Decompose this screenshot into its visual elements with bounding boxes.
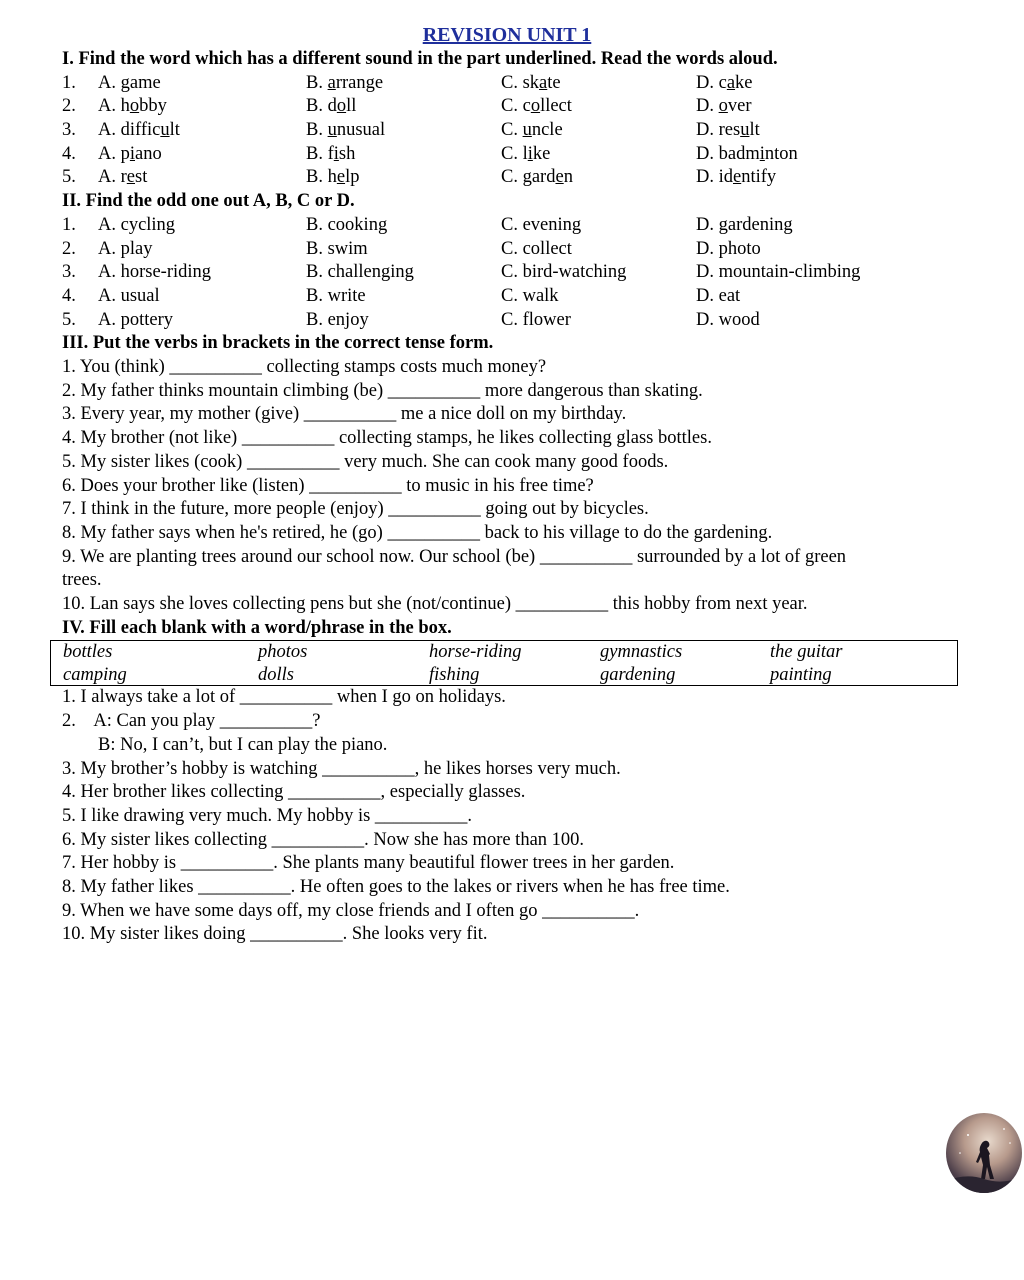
option-b: B. help xyxy=(306,167,360,188)
box-word: painting xyxy=(770,664,832,685)
question-line: 4. My brother (not like) __________ collecting stamps, he likes collecting glass bottles. xyxy=(62,428,712,449)
question-line: 4. Her brother likes collecting __________, especially glasses. xyxy=(62,782,526,803)
option-b: B. doll xyxy=(306,96,357,117)
option-b: B. unusual xyxy=(306,120,386,141)
option-c: C. collect xyxy=(501,238,572,259)
question-line: 2. My father thinks mountain climbing (be) __________ more dangerous than skating. xyxy=(62,380,703,401)
item-number: 3. xyxy=(62,120,76,141)
option-a: A. horse-riding xyxy=(98,262,212,283)
option-d: D. over xyxy=(696,96,752,117)
item-number: 2. xyxy=(62,238,76,259)
section1-list xyxy=(62,72,962,190)
section2-list xyxy=(62,214,962,332)
list-item xyxy=(62,143,962,167)
option-b: B. fish xyxy=(306,143,356,164)
question-line: 5. My sister likes (cook) __________ very much. She can cook many good foods. xyxy=(62,451,669,472)
question-line: 1. I always take a lot of __________ when I go on holidays. xyxy=(62,687,506,708)
option-d: D. mountain-climbing xyxy=(696,262,861,283)
avatar-image xyxy=(946,1113,1022,1193)
avatar-silhouette-icon[interactable] xyxy=(946,1113,1022,1193)
section3-heading: III. Put the verbs in brackets in the correct tense form. xyxy=(62,333,494,354)
option-c: C. uncle xyxy=(501,120,563,141)
question-line: trees. xyxy=(62,570,102,591)
list-item xyxy=(62,214,962,238)
option-b: B. arrange xyxy=(306,72,384,93)
list-item xyxy=(62,95,962,119)
option-c: C. collect xyxy=(501,96,572,117)
option-a: A. pottery xyxy=(98,309,174,330)
option-a: A. hobby xyxy=(98,96,167,117)
question-line: B: No, I can’t, but I can play the piano. xyxy=(98,734,388,755)
item-number: 4. xyxy=(62,285,76,306)
question-line: 7. I think in the future, more people (enjoy) __________ going out by bicycles. xyxy=(62,499,649,520)
option-d: D. result xyxy=(696,120,760,141)
question-line: 7. Her hobby is __________. She plants many beautiful flower trees in her garden. xyxy=(62,853,675,874)
box-word: the guitar xyxy=(770,642,843,663)
option-c: C. flower xyxy=(501,309,571,330)
item-number: 1. xyxy=(62,72,76,93)
option-b: B. cooking xyxy=(306,214,388,235)
section4-heading: IV. Fill each blank with a word/phrase in the box. xyxy=(62,617,452,638)
option-d: D. gardening xyxy=(696,214,793,235)
box-word: photos xyxy=(258,642,308,663)
section4-list xyxy=(62,686,962,947)
box-word: gardening xyxy=(600,664,676,685)
option-a: A. piano xyxy=(98,143,162,164)
option-a: A. play xyxy=(98,238,153,259)
page-title: REVISION UNIT 1 xyxy=(422,24,592,46)
option-a: A. cycling xyxy=(98,214,176,235)
option-a: A. rest xyxy=(98,167,148,188)
question-line: 9. When we have some days off, my close friends and I often go __________. xyxy=(62,900,640,921)
word-box xyxy=(50,640,958,686)
option-a: A. game xyxy=(98,72,161,93)
list-item xyxy=(62,261,962,285)
question-line: 2. A: Can you play __________? xyxy=(62,711,321,732)
option-c: C. bird-watching xyxy=(501,262,627,283)
question-line: 10. Lan says she loves collecting pens but she (not/continue) __________ this hobby from next year. xyxy=(62,594,808,615)
option-c: C. garden xyxy=(501,167,573,188)
option-d: D. badminton xyxy=(696,143,798,164)
list-item xyxy=(62,285,962,309)
box-word: dolls xyxy=(258,664,294,685)
item-number: 5. xyxy=(62,309,76,330)
list-item xyxy=(62,72,962,96)
question-line: 9. We are planting trees around our school now. Our school (be) __________ surrounded by a lot of green xyxy=(62,546,847,567)
question-line: 5. I like drawing very much. My hobby is __________. xyxy=(62,805,473,826)
item-number: 3. xyxy=(62,262,76,283)
worksheet xyxy=(62,22,962,947)
list-item xyxy=(62,309,962,333)
option-c: C. skate xyxy=(501,72,561,93)
question-line: 8. My father says when he's retired, he (go) __________ back to his village to do the gardening. xyxy=(62,522,773,543)
option-b: B. write xyxy=(306,285,366,306)
option-c: C. evening xyxy=(501,214,582,235)
box-word: bottles xyxy=(63,642,113,663)
section3-list xyxy=(62,356,962,617)
section2-heading: II. Find the odd one out A, B, C or D. xyxy=(62,191,355,212)
item-number: 4. xyxy=(62,143,76,164)
question-line: 10. My sister likes doing __________. She looks very fit. xyxy=(62,924,488,945)
option-d: D. photo xyxy=(696,238,761,259)
option-d: D. cake xyxy=(696,72,753,93)
item-number: 2. xyxy=(62,96,76,117)
question-line: 6. My sister likes collecting __________. Now she has more than 100. xyxy=(62,829,585,850)
list-item xyxy=(62,119,962,143)
option-b: B. challenging xyxy=(306,262,414,283)
question-line: 1. You (think) __________ collecting stamps costs much money? xyxy=(62,356,547,377)
option-d: D. identify xyxy=(696,167,777,188)
box-word: gymnastics xyxy=(600,642,683,663)
option-c: C. like xyxy=(501,143,551,164)
question-line: 8. My father likes __________. He often goes to the lakes or rivers when he has free time. xyxy=(62,877,730,898)
option-a: A. difficult xyxy=(98,120,180,141)
box-word: camping xyxy=(63,664,127,685)
list-item xyxy=(62,238,962,262)
option-d: D. eat xyxy=(696,285,741,306)
option-a: A. usual xyxy=(98,285,160,306)
list-item xyxy=(62,166,962,190)
question-line: 3. My brother’s hobby is watching __________, he likes horses very much. xyxy=(62,758,621,779)
section1-heading: I. Find the word which has a different sound in the part underlined. Read the words aloud. xyxy=(62,49,778,69)
item-number: 1. xyxy=(62,214,76,235)
question-line: 6. Does your brother like (listen) __________ to music in his free time? xyxy=(62,475,594,496)
option-b: B. enjoy xyxy=(306,309,369,330)
question-line: 3. Every year, my mother (give) __________ me a nice doll on my birthday. xyxy=(62,404,627,425)
box-word: fishing xyxy=(429,664,480,685)
option-d: D. wood xyxy=(696,309,760,330)
option-b: B. swim xyxy=(306,238,368,259)
option-c: C. walk xyxy=(501,285,559,306)
item-number: 5. xyxy=(62,167,76,188)
box-word: horse-riding xyxy=(429,642,522,663)
